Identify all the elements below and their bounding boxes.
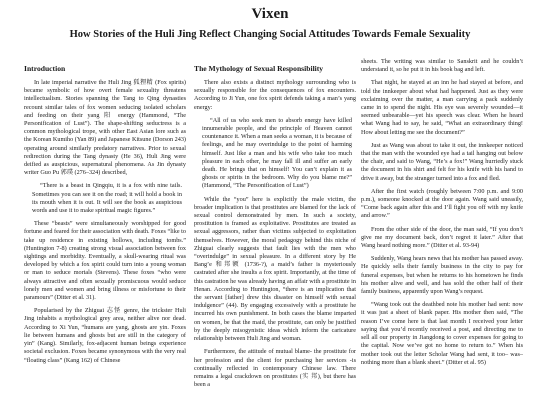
paragraph: sheets. The writing was similar to Sanskrit and he couldn’t understand it, so he put it in his book bag and left. xyxy=(361,58,523,74)
paragraph: After the first watch (roughly between 7:00 p.m. and 9:00 p.m.), someone knocked at the door again. Wang said uneasily, “Come back again after this and I’ll fight you off with my knife and arrow.” xyxy=(361,187,523,220)
paragraph: “Wang took out the deathbed note his mother had sent: now it was just a sheet of blank paper. His mother then said, “The reason I’ve come here is that last month I received your letter saying that you’d recently received a post, and directing me to sell all our property in Jiangdong to cover expenses for going to the capital. Now we’ve got no home to return to.” When his mother took out the letter Scholar Wang had sent, it too– was– nothing more than a blank sheet.” (Ditter et al. 95) xyxy=(361,301,523,366)
block-quote: “All of us who seek men to absorb energy have killed innumerable people, and the principle of Heaven cannot countenance it. When a man seeks a woman, it is because of feelings, and he may overindulge to the point of harming himself. Just like a man and his wife who take too much pleasure in each other, he may fall ill and suffer an early death. He brings that on himself! You can’t explain it as ghosts or spirits in the bedroom. Why do you blame me?” (Hammond, “The Personification of Lust”) xyxy=(202,116,352,190)
column-right xyxy=(361,58,523,403)
column-middle xyxy=(194,58,356,403)
paragraph: There also exists a distinct mythology surrounding who is sexually responsible for the consequences of fox encounters. According to Ji Yun, one fox spirit defends taking a man’s yang energy: xyxy=(194,79,356,111)
paragraph: From the other side of the door, the man said, “If you don’t give me my document back, don’t regret it later.” After that Wang heard nothing more.” (Ditter et al. 93-94) xyxy=(361,225,523,250)
column-left xyxy=(24,58,186,403)
section-heading-introduction: Introduction xyxy=(24,64,66,73)
paragraph: While the “you” here is explicitly the male victim, the broader implication is that prostitutes are blamed for the lack of sexual control demonstrated by men. In such a society, prostitution is framed as exploitative. Prostitutes are treated as sexual aggressors, rather than victims subjected to exploitation themselves. However, the moral pedagogy behind this niche of Zhiguai clearly suggests that fault lies with the men who “overindulge” in sexual pleasure. In a different story by He Bang’e 和邦额 (1736-?), a maid’s father is mysteriously castrated after she insults a fox spirit. Importantly, at the time of this castration he was already having an affair with a prostitute in Henan. According to Huntington, “there is an implication that the servant [father] drew this disaster on himself with sexual indulgence” (44). By engaging excessively with a prostitute he incurred his own punishment. In both cases the blame imparted on women, be that the maid, the prostitute, can only be justified by the deeply misogynistic ideas which inform the caricature relationship between Huli Jing and woman. xyxy=(194,195,356,343)
paragraph: These “beasts” were simultaneously worshipped for good fortune and feared for their association with death. Foxes “like to take up residence in existing hollows, including tombs.” (Huntington 7-8) creating strong visual association between fox sightings and morbidity. Eventually, a skull-wearing ritual was developed by which a fox spirit could turn into a young woman or man to seduce mortals (Stevens). These foxes “who were always attractive and often sexually promiscuous would seduce lonely men and women and bring illness or misfortune to their paramours” (Ditter et al. 31). xyxy=(24,220,186,302)
document-title: Vixen xyxy=(251,6,289,22)
paragraph: Furthermore, the attitude of mutual blame- the prostitute for her profession and the client for purchasing her services -is continually reflected in contemporary Chinese law. There remains a legal crackdown on prostitutes (实 邦), but there has been a xyxy=(194,348,356,389)
paragraph: Suddenly, Wang hears news that his mother has passed away. He quickly sells their family business in the city to pay for funeral expenses, but when he returns to his hometown he finds his mother alive and well, and has sold the other half of their family business, apparently upon Wang’s request. xyxy=(361,255,523,296)
paragraph: Just as Wang was about to take it out, the innkeeper noticed that the man with the wounded eye had a tail hanging out below the chair, and said to Wang, “He’s a fox!” Wang hurriedly stuck the document in his shirt and felt for his knife with his hand to drive it away, but the stranger turned into a fox and fled. xyxy=(361,141,523,182)
paragraph: In late imperial narrative the Huli Jing 狐狸精 (Fox spirits) became symbolic of how overt female sexuality threatens intellectualism. Stories spanning the Tang to Qing dynasties recount similar tales of fox women seducing isolated scholars and feeding on their yang 阳 energy (Hammond, “The Personification of Lust”). The shape-shifting seductress is a common mythological trope, with other East Asian lore such as the Korean Kumiho (Yan 89) and Japanese Kitsune (Dorson 243) operating around similarly predatory narratives. Prior to sexual redirection during the Tang dynasty (He 36), Huli Jing were deified as auspicious, supernatural phenomena. As Jin dynasty writer Guo Pu 郭璞 (276–324) described, xyxy=(24,79,186,177)
document-subtitle: How Stories of the Huli Jing Reflect Changing Social Attitudes Towards Female Sexuality xyxy=(69,29,471,40)
paragraph: That night, he stayed at an inn he had stayed at before, and told the innkeeper about what had happened. Just as they were exclaiming over the matter, a man carrying a pack suddenly came in to spend the night. His eye was severely wounded—it seemed unbearable—yet his speech was clear. When he heard what Wang had to say, he said, “What an extraordinary thing! How about letting me see the document?” xyxy=(361,79,523,136)
section-heading-mythology: The Mythology of Sexual Responsibility xyxy=(194,64,324,73)
block-quote: “There is a beast in Qingqiu, it is a fox with nine tails. Sometimes you can see it on the road; it will hold a book in its mouth when it is out. It will see the book as auspicious words and use it to make spiritual magic figures.” xyxy=(32,182,182,215)
paragraph: Popularised by the Zhiguai 志怪 genre, the trickster Huli Jing inhabits a mythological grey area, neither alive nor dead. According to Xi Yun, “humans are yang, ghosts are yin. Foxes lie between humans and ghosts but are still in the category of yin” (Kang). Similarly, fox-adjacent human beings experience societal exclusion. Foxes became synonymous with the very real “floating class” (Kang 162) of Chinese xyxy=(24,307,186,364)
